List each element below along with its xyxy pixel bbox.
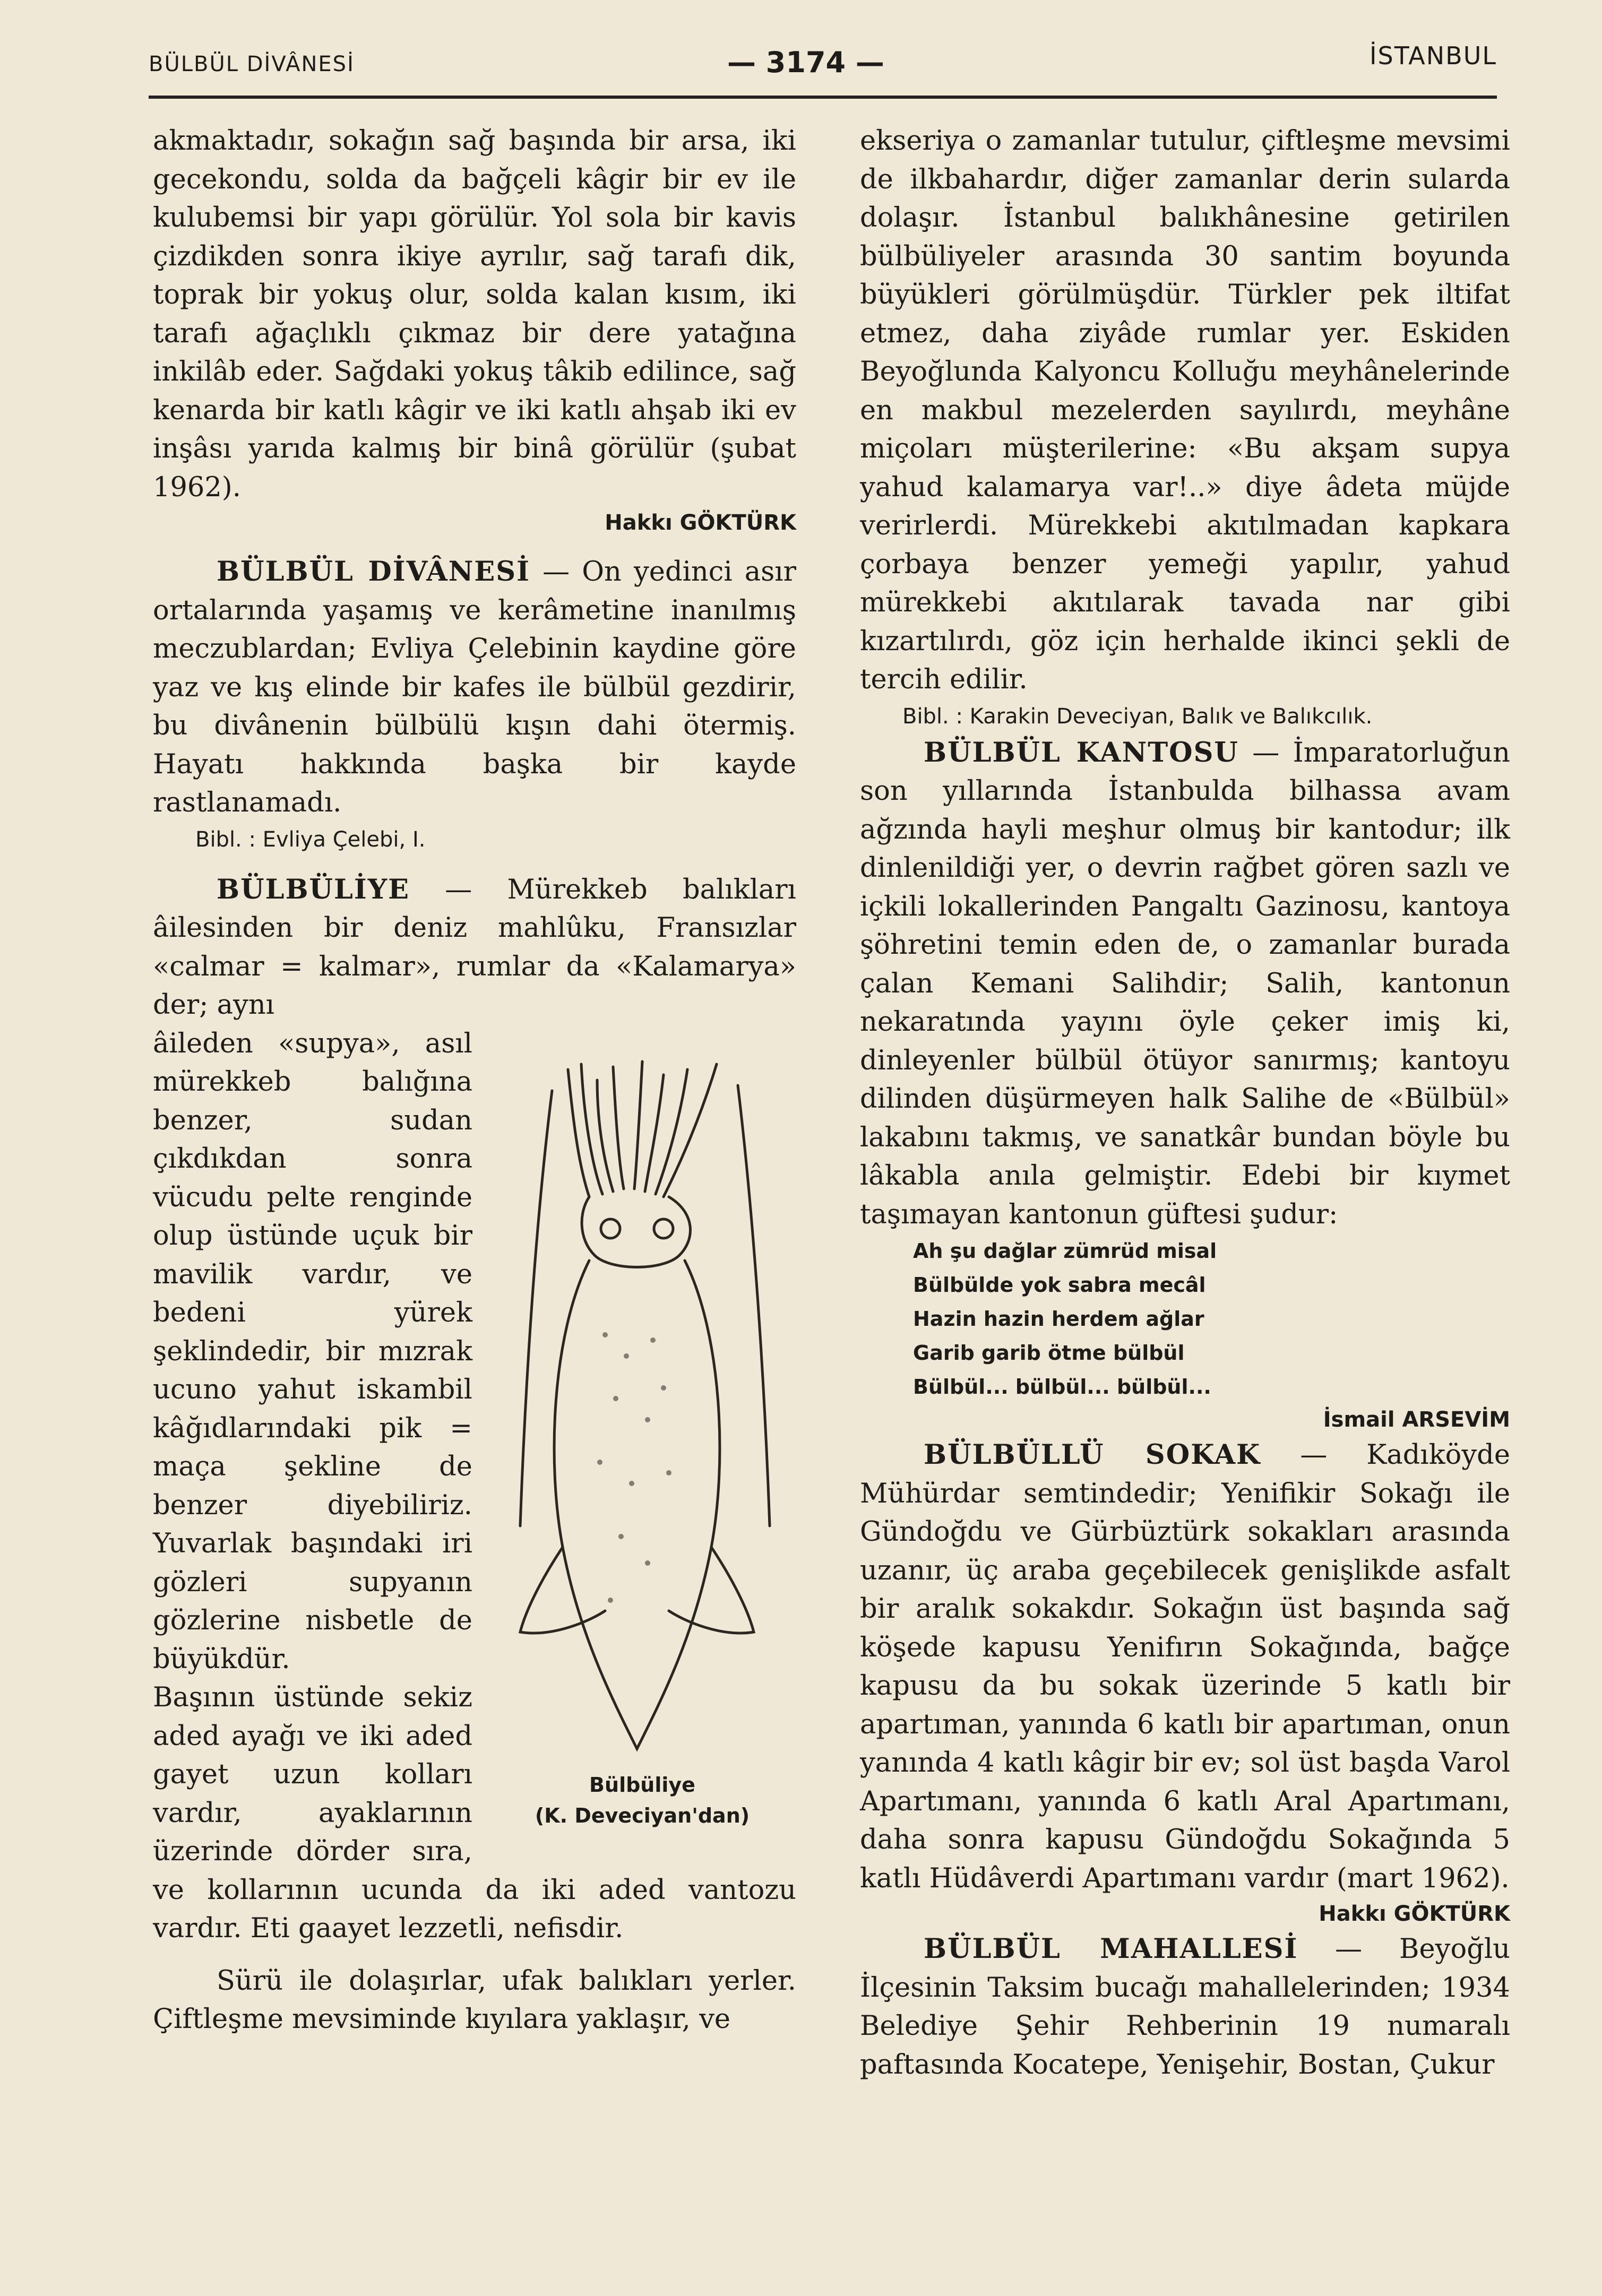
figure-caption-title: Bülbüliye (589, 1773, 695, 1797)
page-number: — 3174 — (727, 46, 884, 79)
divanesi-text: — On yedinci asır ortalarında yaşamış ve kerâmetine inanılmış meczublardan; Evliya Çelebinin kaydine göre yaz ve kış elinde bir kafes ile bülbül gezdirir, bu divânenin bülbülü kışın dahi ötermiş. Hayatı hakkında başka bir kayde rastlanamadı. (153, 556, 797, 818)
entry-bulbuliye (153, 870, 796, 1025)
entry-bulbul-divanesi (153, 553, 796, 823)
entry-bulbul-mahallesi (860, 1930, 1510, 2084)
bulbuliye-bibliography: Bibl. : Karakin Deveciyan, Balık ve Balıkcılık. (902, 704, 1373, 729)
lyric-line: Hazin hazin herdem ağlar (913, 1307, 1204, 1331)
entry-bulbul-kantosu (860, 733, 1510, 1235)
kanto-lyrics (860, 1234, 1510, 1404)
lyric-line: Garib garib ötme bülbül (913, 1341, 1185, 1365)
entry-bulbullu-sokak (860, 1436, 1510, 1898)
sokak-signature: Hakkı GÖKTÜRK (1319, 1902, 1510, 1926)
header-left-title: BÜLBÜL DİVÂNESİ (149, 52, 355, 76)
left-column (153, 122, 796, 2039)
bulbuliye-continuation: ekseriya o zamanlar tutulur, çiftleşme mevsimi de ilkbahardır, diğer zamanlar derin sularda dolaşır. İstanbul balıkhânesine getirilen bülbüliyeler arasında 30 santim boyunda büyükleri görülmüşdür. Türkler pek iltifat etmez, daha ziyâde rumlar yer. Eskiden Beyoğlunda Kalyoncu Kolluğu meyhânelerinde en makbul mezelerden sayılırdı, meyhâne miçoları müşterilerine: «Bu akşam supya yahud kalamarya var!..» diye âdeta müjde verirlerdi. Mürekkebi akıtılmadan kapkara çorbaya benzer yemeği yapılır, yahud mürekkebi akıtılarak tavada nar gibi kızartılırdı, göz için herhalde ikinci şekli de tercih edilir. (860, 125, 1510, 695)
headword-mahallesi: BÜLBÜL MAHALLESİ (924, 1933, 1298, 1965)
headword-kantosu: BÜLBÜL KANTOSU (924, 736, 1239, 769)
lyric-line: Bülbülde yok sabra mecâl (913, 1273, 1206, 1297)
header-right-title: İSTANBUL (1369, 41, 1497, 70)
headword-bulbuliye: BÜLBÜLİYE (217, 873, 410, 905)
right-column (860, 122, 1510, 2084)
running-header (149, 36, 1497, 94)
bulbuliye-rest-text: Başının üstünde sekiz aded ayağı ve iki aded gayet uzun kolları vardır, ayaklarının üzerinde dörder sıra, ve kollarının ucunda da iki aded vantozu vardır. Eti gaayet lezzetli, nefisdir. (153, 1682, 796, 1944)
mahallesi-text: — Beyoğlu İlçesinin Taksim bucağı mahallelerinden; 1934 Belediye Şehir Rehberinin 19 numaralı paftasında Kocatepe, Yenişehir, Bostan, Çukur (860, 1934, 1510, 2081)
squid-figure (488, 1027, 796, 1834)
lyric-line: Ah şu dağlar zümrüd misal (913, 1239, 1217, 1263)
bulbuliye-lead-text: — Mürekkeb balıkları âilesinden bir deniz mahlûku, Fransızlar «calmar = kalmar», rumlar da «Kalamarya» der; aynı (153, 874, 796, 1021)
squid-illustration (488, 1059, 796, 1770)
intro-signature: Hakkı GÖKTÜRK (605, 511, 796, 535)
headword-divanesi: BÜLBÜL DİVÂNESİ (217, 556, 530, 588)
header-rule (149, 96, 1497, 99)
sokak-text: — Kadıköyde Mühürdar semtindedir; Yenifikir Sokağı ile Gündoğdu ve Gürbüztürk sokakları arasında uzanır, üç araba geçebilecek genişlikde asfalt bir aralık sokakdır. Sokağın üst başında sağ köşede kapusu Yenifırın Sokağında, bağçe kapusu da bu sokak üzerinde 5 katlı bir apartıman, yanında 6 katlı bir apartıman, onun yanında 4 katlı kâgir bir ev; sol üst başda Varol Apartımanı, yanında 6 katlı Aral Apartımanı, daha sonra kapusu Gündoğdu Sokağında 5 katlı Hüdâverdi Apartımanı vardır (mart 1962). (860, 1439, 1510, 1894)
intro-paragraph: akmaktadır, sokağın sağ başında bir arsa, iki gecekondu, solda da bağçeli kâgir bir ev ile kulubemsi bir yapı görülür. Yol sola bir kavis çizdikden sonra ikiye ayrılır, sağ tarafı dik, toprak bir yokuş olur, solda kalan kısım, iki tarafı ağaçlıklı çıkmaz bir dere yatağına inkilâb eder. Sağdaki yokuş tâkib edilince, sağ kenarda bir katlı kâgir ve iki katlı ahşab iki ev inşâsı yarıda kalmış bir binâ görülür (şubat 1962). (153, 125, 796, 503)
bulbuliye-wrap-text: âileden «supya», asıl mürekkeb balığına benzer, sudan çıkdıkdan sonra vücudu pelte renginde olup üstünde uçuk bir mavilik vardır, ve bedeni yürek şeklindedir, bir mızrak ucuno yahut iskambil kâğıdlarındaki pik = maça şekline de benzer diyebiliriz. Yuvarlak başındaki iri gözleri supyanın gözlerine nisbetle de büyükdür. (153, 1028, 472, 1675)
kantosu-signature: İsmail ARSEVİM (1323, 1408, 1510, 1432)
divanesi-bibliography: Bibl. : Evliya Çelebi, I. (195, 827, 426, 852)
kantosu-text: — İmparatorluğun son yıllarında İstanbulda bilhassa avam ağzında hayli meşhur olmuş bir kantodur; ilk dinlenildiği yer, o devrin rağbet gören sazlı ve içkili lokallerinden Pangaltı Gazinosu, kantoya şöhretini temin eden de, o zamanlar burada çalan Kemani Salihdir; Salih, kantonun nekaratında yayını öyle çeker imiş ki, dinleyenler bülbül ötüyor sanırmış; kantoyu dilinden düşürmeyen halk Salihe de «Bülbül» lakabını takmış, ve sanatkâr bundan böyle bu lâkabla anıla gelmiştir. Edebi bir kıymet taşımayan kantonun güftesi şudur: (860, 737, 1510, 1230)
lyric-line: Bülbül... bülbül... bülbül... (913, 1375, 1211, 1399)
bulbuliye-rest-text-2: Sürü ile dolaşırlar, ufak balıkları yerler. Çiftleşme mevsiminde kıyılara yaklaşır, ve (153, 1965, 796, 2035)
headword-sokak: BÜLBÜLLÜ SOKAK (924, 1439, 1261, 1471)
figure-caption-source: (K. Deveciyan'dan) (535, 1803, 750, 1827)
